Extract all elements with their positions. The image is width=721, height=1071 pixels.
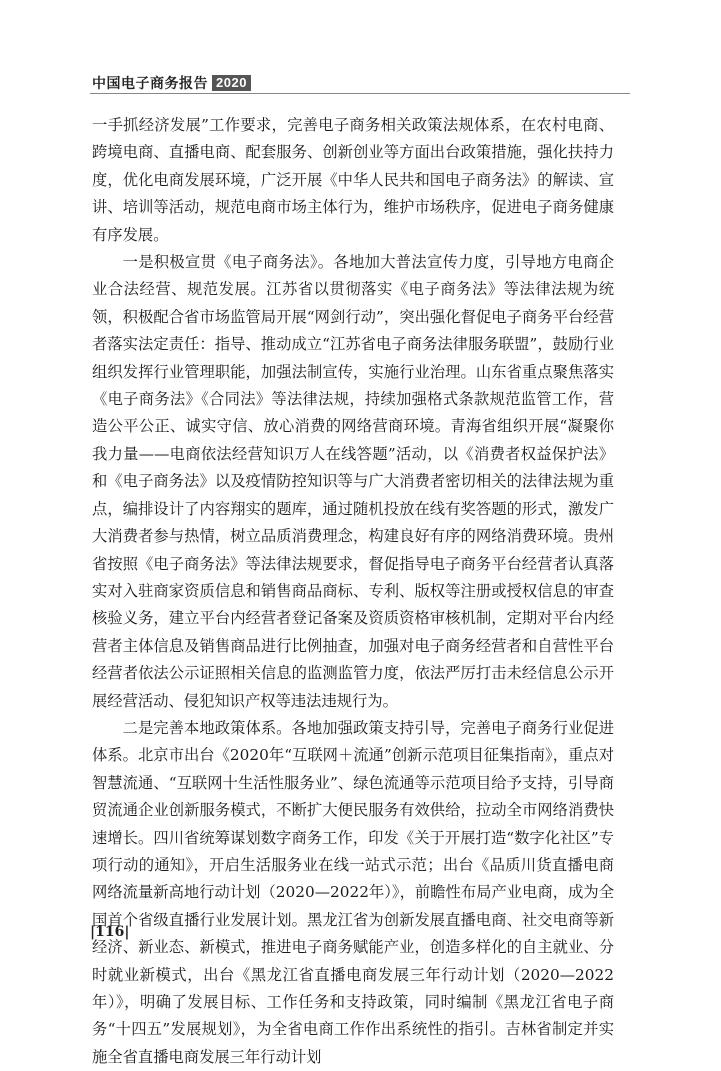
page-number	[90, 924, 129, 940]
page-number-bar-left: |	[90, 924, 96, 940]
paragraph-law-promotion: 一是积极宣贯《电子商务法》。各地加大普法宣传力度，引导地方电商企业合法经营、规范发展。江苏省以贯彻落实《电子商务法》等法律法规为统领，积极配合省市场监管局开展“网剑行动”，突出强化督促电子商务平台经营者落实法定责任：指导、推动成立“江苏省电子商务法律服务联盟”，鼓励行业组织发挥行业管理职能，加强法制宣传，实施行业治理。山东省重点聚焦落实《电子商务法》《合同法》等法律法规，持续加强格式条款规范监管工作，营造公平公正、诚实守信、放心消费的网络营商环境。青海省组织开展“凝聚你我力量——电商依法经营知识万人在线答题”活动，以《消费者权益保护法》和《电子商务法》以及疫情防控知识等与广大消费者密切相关的法律法规为重点，编排设计了内容翔实的题库，通过随机投放在线有奖答题的形式，激发广大消费者参与热情，树立品质消费理念，构建良好有序的网络消费环境。贵州省按照《电子商务法》等法律法规要求，督促指导电子商务平台经营者认真落实对入驻商家资质信息和销售商品商标、专利、版权等注册或授权信息的审查核验义务，建立平台内经营者登记备案及资质资格审核机制，定期对平台内经营者主体信息及销售商品进行比例抽查，加强对电子商务经营者和自营性平台经营者依法公示证照相关信息的监测监管力度，依法严厉打击未经信息公示开展经营活动、侵犯知识产权等违法违规行为。	[92, 253, 614, 710]
page-number-bar-right: |	[124, 924, 130, 940]
header-rule	[90, 93, 630, 94]
page-number-value: 116	[95, 924, 125, 940]
paragraph-local-policy: 二是完善本地政策体系。各地加强政策支持引导，完善电子商务行业促进体系。北京市出台《2020年“互联网＋流通”创新示范项目征集指南》，重点对智慧流通、“互联网十生活性服务业”、绿色流通等示范项目给予支持，引导商贸流通企业创新服务模式，不断扩大便民服务有效供给，拉动全市网络消费快速增长。四川省统筹谋划数字商务工作，印发《关于开展打造“数字化社区”专项行动的通知》，开启生活服务业在线一站式示范；出台《品质川货直播电商网络流量新高地行动计划（2020—2022年）》，前瞻性布局产业电商，成为全国首个省级直播行业发展计划。黑龙江省为创新发展直播电商、社交电商等新经济、新业态、新模式，推进电子商务赋能产业，创造多样化的自主就业、分时就业新模式，出台《黑龙江省直播电商发展三年行动计划（2020—2022年）》，明确了发展目标、工作任务和支持政策，同时编制《黑龙江省电子商务“十四五”发展规划》，为全省电商工作作出系统性的指引。吉林省制定并实施全省直播电商发展三年行动计划	[92, 718, 614, 1066]
report-title: 中国电子商务报告	[92, 76, 208, 92]
running-header	[92, 74, 251, 92]
report-year-badge: 2020	[212, 75, 251, 91]
body-text	[92, 112, 614, 1071]
paragraph-continued: 一手抓经济发展”工作要求，完善电子商务相关政策法规体系，在农村电商、跨境电商、直播电商、配套服务、创新创业等方面出台政策措施，强化扶持力度，优化电商发展环境，广泛开展《中华人民共和国电子商务法》的解读、宣讲、培训等活动，规范电商市场主体行为，维护市场秩序，促进电子商务健康有序发展。	[92, 116, 614, 244]
